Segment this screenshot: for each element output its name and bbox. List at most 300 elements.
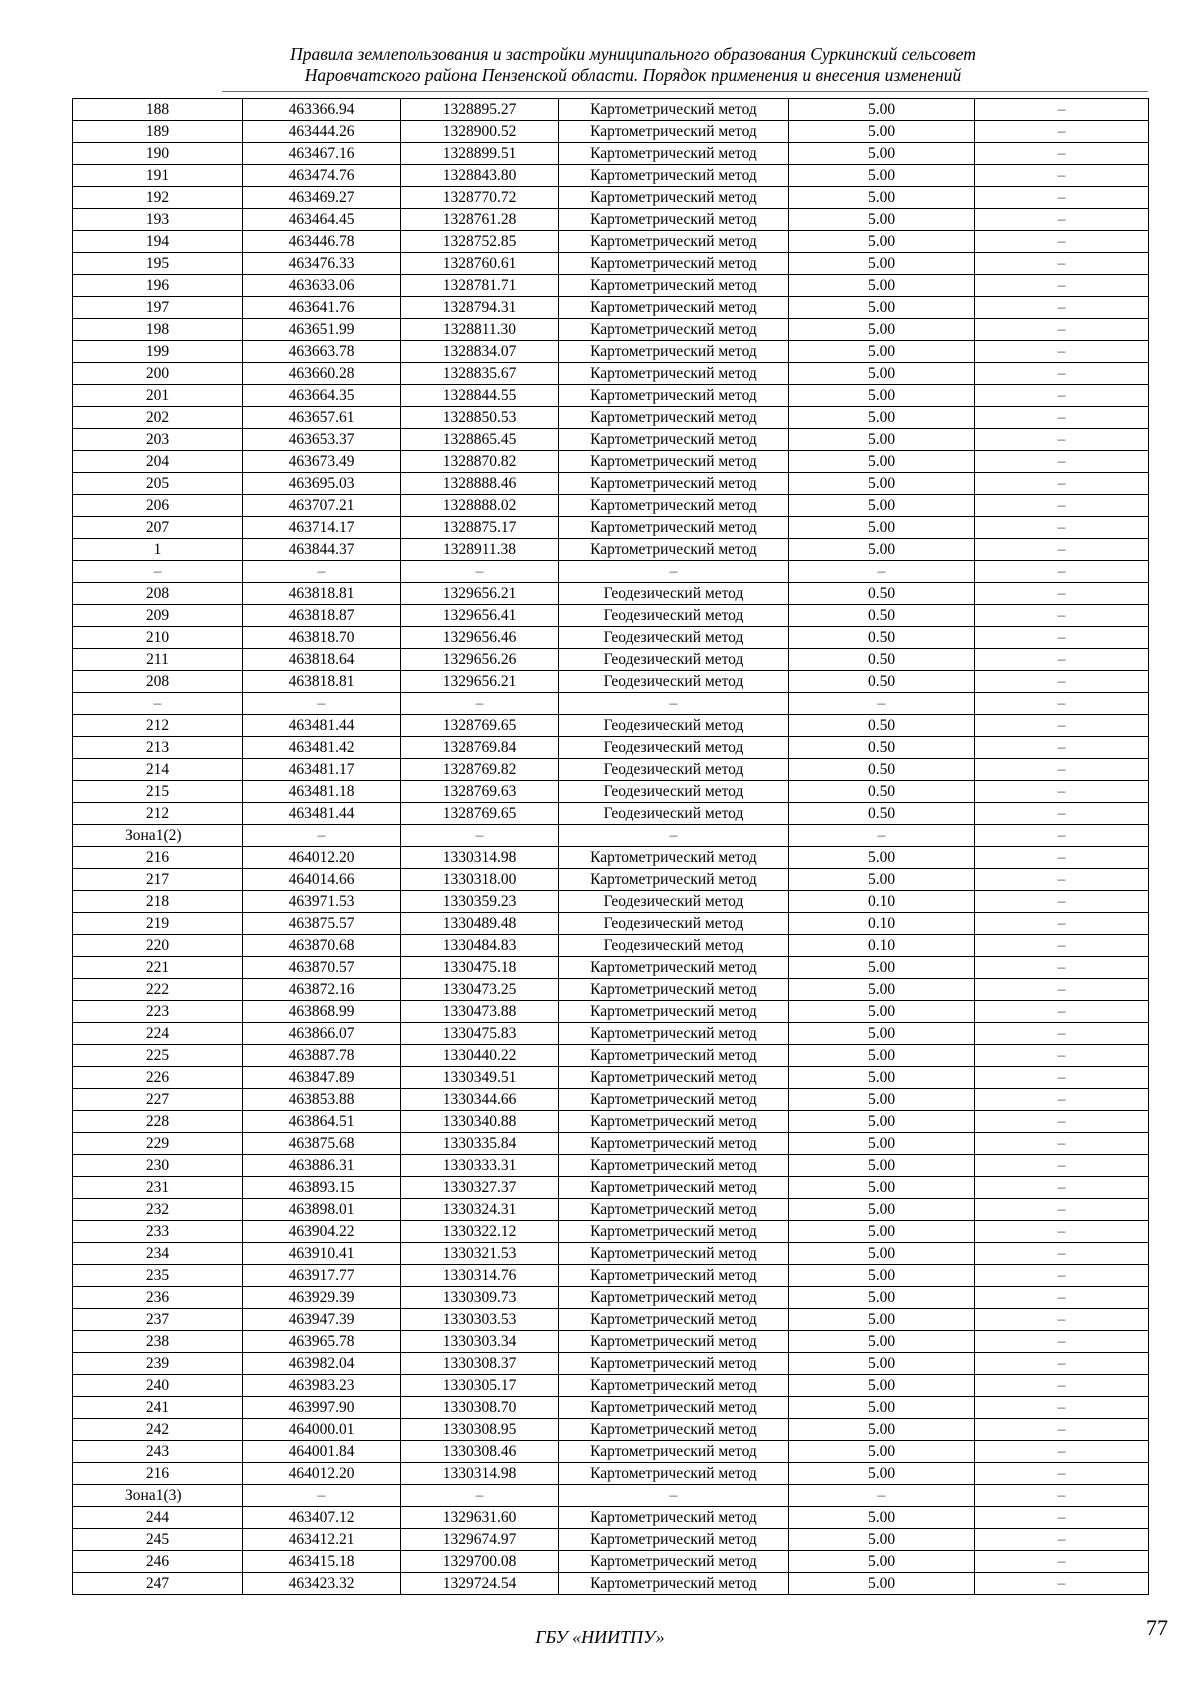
table-row — [73, 539, 1149, 561]
x-coordinate-cell: 463412.21 — [243, 1529, 401, 1551]
point-number-cell: Зона1(2) — [73, 825, 243, 847]
y-coordinate-cell: 1330322.12 — [401, 1221, 559, 1243]
method-cell: Картометрический метод — [559, 1463, 789, 1485]
point-number-cell: 219 — [73, 913, 243, 935]
accuracy-cell: 0.50 — [789, 803, 975, 825]
point-number-cell: 190 — [73, 143, 243, 165]
table-row — [73, 1287, 1149, 1309]
table-row — [73, 781, 1149, 803]
table-row — [73, 1309, 1149, 1331]
accuracy-cell: 0.50 — [789, 759, 975, 781]
y-coordinate-cell: 1330327.37 — [401, 1177, 559, 1199]
x-coordinate-cell: 463818.81 — [243, 671, 401, 693]
table-row — [73, 209, 1149, 231]
x-coordinate-cell: 463476.33 — [243, 253, 401, 275]
table-row — [73, 1375, 1149, 1397]
method-cell: Картометрический метод — [559, 1177, 789, 1199]
y-coordinate-cell: 1329631.60 — [401, 1507, 559, 1529]
method-cell: Картометрический метод — [559, 1507, 789, 1529]
accuracy-cell: 5.00 — [789, 1243, 975, 1265]
note-cell: – — [975, 1177, 1149, 1199]
accuracy-cell: – — [789, 561, 975, 583]
y-coordinate-cell: 1330318.00 — [401, 869, 559, 891]
table-row — [73, 1023, 1149, 1045]
method-cell: Картометрический метод — [559, 209, 789, 231]
x-coordinate-cell: 463929.39 — [243, 1287, 401, 1309]
y-coordinate-cell: 1330303.53 — [401, 1309, 559, 1331]
table-row — [73, 1507, 1149, 1529]
x-coordinate-cell: 463641.76 — [243, 297, 401, 319]
method-cell: Геодезический метод — [559, 891, 789, 913]
x-coordinate-cell: – — [243, 825, 401, 847]
table-row — [73, 1397, 1149, 1419]
point-number-cell: 212 — [73, 803, 243, 825]
point-number-cell: 210 — [73, 627, 243, 649]
accuracy-cell: 5.00 — [789, 1397, 975, 1419]
point-number-cell: 205 — [73, 473, 243, 495]
method-cell: Картометрический метод — [559, 1155, 789, 1177]
table-row — [73, 495, 1149, 517]
x-coordinate-cell: 463917.77 — [243, 1265, 401, 1287]
point-number-cell: 246 — [73, 1551, 243, 1573]
x-coordinate-cell: 463660.28 — [243, 363, 401, 385]
point-number-cell: 241 — [73, 1397, 243, 1419]
method-cell: Картометрический метод — [559, 319, 789, 341]
note-cell: – — [975, 1243, 1149, 1265]
y-coordinate-cell: 1330475.83 — [401, 1023, 559, 1045]
method-cell: Картометрический метод — [559, 297, 789, 319]
note-cell: – — [975, 1265, 1149, 1287]
table-row — [73, 451, 1149, 473]
x-coordinate-cell: 463633.06 — [243, 275, 401, 297]
y-coordinate-cell: 1330324.31 — [401, 1199, 559, 1221]
accuracy-cell: 5.00 — [789, 539, 975, 561]
y-coordinate-cell: 1329656.21 — [401, 583, 559, 605]
method-cell: Геодезический метод — [559, 583, 789, 605]
note-cell: – — [975, 671, 1149, 693]
x-coordinate-cell: 464014.66 — [243, 869, 401, 891]
x-coordinate-cell: 463407.12 — [243, 1507, 401, 1529]
accuracy-cell: 5.00 — [789, 1375, 975, 1397]
x-coordinate-cell: 463971.53 — [243, 891, 401, 913]
table-row — [73, 385, 1149, 407]
method-cell: Геодезический метод — [559, 649, 789, 671]
y-coordinate-cell: 1330333.31 — [401, 1155, 559, 1177]
accuracy-cell: 5.00 — [789, 1067, 975, 1089]
x-coordinate-cell: 463664.35 — [243, 385, 401, 407]
method-cell: Картометрический метод — [559, 473, 789, 495]
table-row — [73, 1155, 1149, 1177]
point-number-cell: 247 — [73, 1573, 243, 1595]
method-cell: Картометрический метод — [559, 341, 789, 363]
y-coordinate-cell: – — [401, 1485, 559, 1507]
accuracy-cell: 5.00 — [789, 143, 975, 165]
accuracy-cell: 0.10 — [789, 913, 975, 935]
y-coordinate-cell: 1330335.84 — [401, 1133, 559, 1155]
x-coordinate-cell: 463423.32 — [243, 1573, 401, 1595]
method-cell: Картометрический метод — [559, 957, 789, 979]
table-row — [73, 671, 1149, 693]
table-row — [73, 1529, 1149, 1551]
y-coordinate-cell: 1328769.63 — [401, 781, 559, 803]
x-coordinate-cell: 464012.20 — [243, 1463, 401, 1485]
table-row — [73, 1221, 1149, 1243]
x-coordinate-cell: 463818.81 — [243, 583, 401, 605]
note-cell: – — [975, 1529, 1149, 1551]
point-number-cell: 199 — [73, 341, 243, 363]
note-cell: – — [975, 1375, 1149, 1397]
coordinates-table-body — [73, 99, 1149, 1595]
x-coordinate-cell: 464001.84 — [243, 1441, 401, 1463]
note-cell: – — [975, 1353, 1149, 1375]
accuracy-cell: 5.00 — [789, 1551, 975, 1573]
x-coordinate-cell: 463695.03 — [243, 473, 401, 495]
table-row — [73, 341, 1149, 363]
point-number-cell: 224 — [73, 1023, 243, 1045]
table-row — [73, 407, 1149, 429]
page-number: 77 — [1146, 1615, 1168, 1640]
x-coordinate-cell: 463904.22 — [243, 1221, 401, 1243]
note-cell: – — [975, 957, 1149, 979]
note-cell: – — [975, 539, 1149, 561]
point-number-cell: 203 — [73, 429, 243, 451]
point-number-cell: 194 — [73, 231, 243, 253]
table-row — [73, 275, 1149, 297]
method-cell: Геодезический метод — [559, 737, 789, 759]
x-coordinate-cell: – — [243, 693, 401, 715]
method-cell: Картометрический метод — [559, 99, 789, 121]
x-coordinate-cell: 463707.21 — [243, 495, 401, 517]
table-row — [73, 429, 1149, 451]
point-number-cell: 234 — [73, 1243, 243, 1265]
accuracy-cell: 5.00 — [789, 1463, 975, 1485]
point-number-cell: 245 — [73, 1529, 243, 1551]
table-row — [73, 1485, 1149, 1507]
y-coordinate-cell: 1329656.41 — [401, 605, 559, 627]
y-coordinate-cell: 1328760.61 — [401, 253, 559, 275]
point-number-cell: 222 — [73, 979, 243, 1001]
point-number-cell: 216 — [73, 847, 243, 869]
note-cell: – — [975, 341, 1149, 363]
y-coordinate-cell: 1328781.71 — [401, 275, 559, 297]
accuracy-cell: 5.00 — [789, 1353, 975, 1375]
note-cell: – — [975, 649, 1149, 671]
x-coordinate-cell: 463366.94 — [243, 99, 401, 121]
x-coordinate-cell: 463469.27 — [243, 187, 401, 209]
table-row — [73, 1463, 1149, 1485]
method-cell: Картометрический метод — [559, 979, 789, 1001]
table-row — [73, 979, 1149, 1001]
point-number-cell: 230 — [73, 1155, 243, 1177]
method-cell: Картометрический метод — [559, 363, 789, 385]
x-coordinate-cell: 463818.64 — [243, 649, 401, 671]
method-cell: Геодезический метод — [559, 759, 789, 781]
y-coordinate-cell: 1329700.08 — [401, 1551, 559, 1573]
point-number-cell: – — [73, 693, 243, 715]
note-cell: – — [975, 825, 1149, 847]
point-number-cell: 200 — [73, 363, 243, 385]
x-coordinate-cell: 463663.78 — [243, 341, 401, 363]
note-cell: – — [975, 627, 1149, 649]
table-row — [73, 825, 1149, 847]
x-coordinate-cell: 463818.87 — [243, 605, 401, 627]
table-row — [73, 605, 1149, 627]
table-row — [73, 1419, 1149, 1441]
note-cell: – — [975, 913, 1149, 935]
accuracy-cell: 5.00 — [789, 1419, 975, 1441]
point-number-cell: 196 — [73, 275, 243, 297]
point-number-cell: 238 — [73, 1331, 243, 1353]
point-number-cell: 191 — [73, 165, 243, 187]
note-cell: – — [975, 715, 1149, 737]
y-coordinate-cell: 1328769.65 — [401, 715, 559, 737]
point-number-cell: 240 — [73, 1375, 243, 1397]
point-number-cell: 207 — [73, 517, 243, 539]
note-cell: – — [975, 187, 1149, 209]
x-coordinate-cell: 463982.04 — [243, 1353, 401, 1375]
table-row — [73, 363, 1149, 385]
table-row — [73, 143, 1149, 165]
point-number-cell: 232 — [73, 1199, 243, 1221]
y-coordinate-cell: 1330308.70 — [401, 1397, 559, 1419]
note-cell: – — [975, 275, 1149, 297]
table-row — [73, 1111, 1149, 1133]
y-coordinate-cell: 1330309.73 — [401, 1287, 559, 1309]
note-cell: – — [975, 495, 1149, 517]
note-cell: – — [975, 1287, 1149, 1309]
y-coordinate-cell: 1330473.88 — [401, 1001, 559, 1023]
point-number-cell: 209 — [73, 605, 243, 627]
y-coordinate-cell: 1328811.30 — [401, 319, 559, 341]
method-cell: Картометрический метод — [559, 539, 789, 561]
accuracy-cell: 5.00 — [789, 407, 975, 429]
y-coordinate-cell: 1328769.82 — [401, 759, 559, 781]
table-row — [73, 1331, 1149, 1353]
point-number-cell: 216 — [73, 1463, 243, 1485]
method-cell: Картометрический метод — [559, 1199, 789, 1221]
method-cell: Картометрический метод — [559, 1089, 789, 1111]
table-row — [73, 1133, 1149, 1155]
table-row — [73, 1045, 1149, 1067]
table-row — [73, 627, 1149, 649]
point-number-cell: 215 — [73, 781, 243, 803]
y-coordinate-cell: 1330308.95 — [401, 1419, 559, 1441]
x-coordinate-cell: 463651.99 — [243, 319, 401, 341]
accuracy-cell: 5.00 — [789, 275, 975, 297]
x-coordinate-cell: 463481.44 — [243, 803, 401, 825]
accuracy-cell: 0.10 — [789, 935, 975, 957]
note-cell: – — [975, 363, 1149, 385]
coordinates-table — [72, 98, 1149, 1595]
point-number-cell: 244 — [73, 1507, 243, 1529]
note-cell: – — [975, 1441, 1149, 1463]
y-coordinate-cell: 1330303.34 — [401, 1331, 559, 1353]
x-coordinate-cell: 463847.89 — [243, 1067, 401, 1089]
accuracy-cell: 5.00 — [789, 979, 975, 1001]
note-cell: – — [975, 605, 1149, 627]
method-cell: Картометрический метод — [559, 121, 789, 143]
y-coordinate-cell: 1329656.46 — [401, 627, 559, 649]
accuracy-cell: 0.50 — [789, 671, 975, 693]
method-cell: Картометрический метод — [559, 1309, 789, 1331]
method-cell: Картометрический метод — [559, 869, 789, 891]
y-coordinate-cell: 1328875.17 — [401, 517, 559, 539]
method-cell: Картометрический метод — [559, 143, 789, 165]
method-cell: – — [559, 1485, 789, 1507]
accuracy-cell: 5.00 — [789, 1155, 975, 1177]
x-coordinate-cell: 463910.41 — [243, 1243, 401, 1265]
y-coordinate-cell: 1328900.52 — [401, 121, 559, 143]
method-cell: Геодезический метод — [559, 935, 789, 957]
y-coordinate-cell: 1330344.66 — [401, 1089, 559, 1111]
accuracy-cell: 5.00 — [789, 495, 975, 517]
footer-organization: ГБУ «НИИТПУ» — [535, 1627, 665, 1647]
point-number-cell: 202 — [73, 407, 243, 429]
point-number-cell: 206 — [73, 495, 243, 517]
method-cell: Картометрический метод — [559, 1551, 789, 1573]
note-cell: – — [975, 253, 1149, 275]
note-cell: – — [975, 979, 1149, 1001]
accuracy-cell: 0.50 — [789, 583, 975, 605]
header-line-1: Правила землепользования и застройки муниципального образования Суркинский сельсовет — [290, 44, 976, 64]
point-number-cell: 213 — [73, 737, 243, 759]
accuracy-cell: – — [789, 825, 975, 847]
x-coordinate-cell: 463875.57 — [243, 913, 401, 935]
point-number-cell: 237 — [73, 1309, 243, 1331]
accuracy-cell: 5.00 — [789, 1023, 975, 1045]
y-coordinate-cell: 1328844.55 — [401, 385, 559, 407]
accuracy-cell: 5.00 — [789, 1331, 975, 1353]
x-coordinate-cell: 463868.99 — [243, 1001, 401, 1023]
point-number-cell: 218 — [73, 891, 243, 913]
method-cell: Геодезический метод — [559, 913, 789, 935]
table-row — [73, 319, 1149, 341]
note-cell: – — [975, 1485, 1149, 1507]
point-number-cell: 242 — [73, 1419, 243, 1441]
note-cell: – — [975, 1045, 1149, 1067]
table-row — [73, 583, 1149, 605]
accuracy-cell: 5.00 — [789, 165, 975, 187]
point-number-cell: 204 — [73, 451, 243, 473]
y-coordinate-cell: 1329656.26 — [401, 649, 559, 671]
accuracy-cell: 0.50 — [789, 649, 975, 671]
accuracy-cell: 5.00 — [789, 363, 975, 385]
x-coordinate-cell: 463947.39 — [243, 1309, 401, 1331]
method-cell: Картометрический метод — [559, 847, 789, 869]
method-cell: Картометрический метод — [559, 165, 789, 187]
note-cell: – — [975, 1023, 1149, 1045]
point-number-cell: 217 — [73, 869, 243, 891]
note-cell: – — [975, 1419, 1149, 1441]
method-cell: Картометрический метод — [559, 1397, 789, 1419]
x-coordinate-cell: 463870.57 — [243, 957, 401, 979]
x-coordinate-cell: 463657.61 — [243, 407, 401, 429]
y-coordinate-cell: 1330314.98 — [401, 847, 559, 869]
x-coordinate-cell: 463673.49 — [243, 451, 401, 473]
method-cell: Картометрический метод — [559, 1111, 789, 1133]
accuracy-cell: 5.00 — [789, 209, 975, 231]
y-coordinate-cell: 1328843.80 — [401, 165, 559, 187]
table-row — [73, 847, 1149, 869]
x-coordinate-cell: – — [243, 561, 401, 583]
x-coordinate-cell: 463872.16 — [243, 979, 401, 1001]
method-cell: Картометрический метод — [559, 1243, 789, 1265]
y-coordinate-cell: 1328870.82 — [401, 451, 559, 473]
accuracy-cell: 5.00 — [789, 1001, 975, 1023]
accuracy-cell: 5.00 — [789, 297, 975, 319]
accuracy-cell: 5.00 — [789, 1265, 975, 1287]
accuracy-cell: 5.00 — [789, 957, 975, 979]
point-number-cell: 211 — [73, 649, 243, 671]
x-coordinate-cell: 463853.88 — [243, 1089, 401, 1111]
accuracy-cell: 5.00 — [789, 1507, 975, 1529]
point-number-cell: 198 — [73, 319, 243, 341]
table-row — [73, 165, 1149, 187]
note-cell: – — [975, 231, 1149, 253]
point-number-cell: – — [73, 561, 243, 583]
method-cell: Картометрический метод — [559, 1573, 789, 1595]
y-coordinate-cell: 1330349.51 — [401, 1067, 559, 1089]
y-coordinate-cell: 1328770.72 — [401, 187, 559, 209]
table-row — [73, 1551, 1149, 1573]
accuracy-cell: 5.00 — [789, 187, 975, 209]
x-coordinate-cell: 463415.18 — [243, 1551, 401, 1573]
x-coordinate-cell: 463818.70 — [243, 627, 401, 649]
accuracy-cell: 5.00 — [789, 869, 975, 891]
point-number-cell: 223 — [73, 1001, 243, 1023]
point-number-cell: 243 — [73, 1441, 243, 1463]
method-cell: Картометрический метод — [559, 275, 789, 297]
accuracy-cell: 5.00 — [789, 121, 975, 143]
method-cell: Геодезический метод — [559, 715, 789, 737]
y-coordinate-cell: – — [401, 825, 559, 847]
x-coordinate-cell: 463844.37 — [243, 539, 401, 561]
accuracy-cell: 5.00 — [789, 847, 975, 869]
method-cell: Картометрический метод — [559, 451, 789, 473]
accuracy-cell: 5.00 — [789, 1045, 975, 1067]
y-coordinate-cell: 1328850.53 — [401, 407, 559, 429]
note-cell: – — [975, 1551, 1149, 1573]
note-cell: – — [975, 297, 1149, 319]
accuracy-cell: 0.50 — [789, 627, 975, 649]
x-coordinate-cell: 463446.78 — [243, 231, 401, 253]
y-coordinate-cell: 1328769.84 — [401, 737, 559, 759]
x-coordinate-cell: 463474.76 — [243, 165, 401, 187]
note-cell: – — [975, 869, 1149, 891]
x-coordinate-cell: 463481.17 — [243, 759, 401, 781]
point-number-cell: 220 — [73, 935, 243, 957]
point-number-cell: Зона1(3) — [73, 1485, 243, 1507]
table-row — [73, 473, 1149, 495]
note-cell: – — [975, 1155, 1149, 1177]
note-cell: – — [975, 143, 1149, 165]
note-cell: – — [975, 847, 1149, 869]
note-cell: – — [975, 561, 1149, 583]
table-row — [73, 759, 1149, 781]
accuracy-cell: 5.00 — [789, 253, 975, 275]
y-coordinate-cell: 1330321.53 — [401, 1243, 559, 1265]
method-cell: Картометрический метод — [559, 407, 789, 429]
point-number-cell: 221 — [73, 957, 243, 979]
note-cell: – — [975, 693, 1149, 715]
y-coordinate-cell: – — [401, 693, 559, 715]
method-cell: Картометрический метод — [559, 495, 789, 517]
point-number-cell: 231 — [73, 1177, 243, 1199]
table-row — [73, 649, 1149, 671]
accuracy-cell: 5.00 — [789, 385, 975, 407]
method-cell: Картометрический метод — [559, 1001, 789, 1023]
accuracy-cell: 0.50 — [789, 781, 975, 803]
